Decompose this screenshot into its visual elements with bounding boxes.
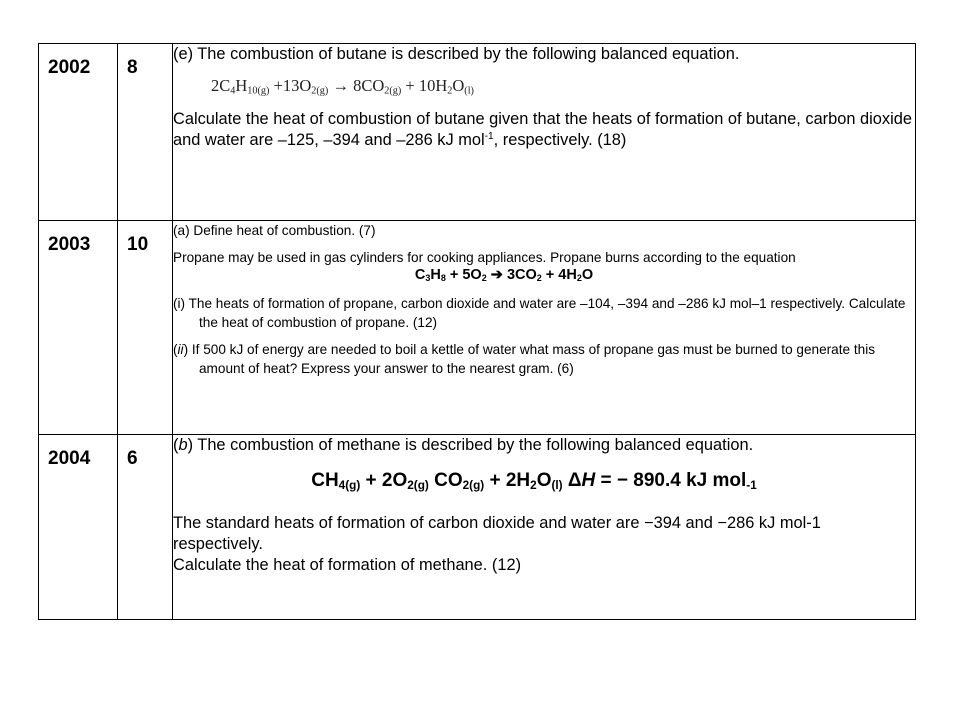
question-part-ii: (ii) If 500 kJ of energy are needed to boil a kettle of water what mass of propane gas must be burned to generate this amount of heat? Express your answer to the nearest gram. (6) [173, 342, 876, 376]
propane-equation: $C_3H_8 + 5O_2$ ➔ $3CO_2 + 4H_2O$ [414, 267, 594, 284]
table-row-2002 [39, 44, 916, 221]
question-number-cell [118, 435, 173, 620]
year-cell [39, 435, 118, 620]
year-cell [39, 44, 118, 221]
year-cell [39, 221, 118, 435]
question-text-cell [173, 44, 916, 221]
year-label: 2002 [48, 57, 91, 78]
year-label: 2004 [48, 448, 91, 469]
question-part-a: (a) Define heat of combustion. (7) [173, 223, 376, 238]
question-intro: (b) The combustion of methane is described by the following balanced equation. [173, 436, 754, 454]
table-row-2004 [39, 435, 916, 620]
question-task: Calculate the heat of formation of methane. (12) [173, 556, 522, 574]
question-part-i: (i) The heats of formation of propane, carbon dioxide and water are –104, –394 and –286 kJ mol–1 respectively. Calculate the heat of combustion of propane. (12) [173, 296, 906, 330]
question-body: Calculate the heat of combustion of butane given that the heats of formation of butane, carbon dioxide and water are –125, –394 and –286 kJ mol$^{-1}$, respectively. (18) [173, 110, 912, 149]
year-label: 2003 [48, 234, 91, 255]
question-number-cell [118, 221, 173, 435]
question-number-cell [118, 44, 173, 221]
question-text-cell [173, 221, 916, 435]
question-intro: (e) The combustion of butane is described by the following balanced equation. [173, 45, 740, 63]
question-text-cell [173, 435, 916, 620]
methane-equation: $CH_{4(g)} + 2O_{2(g)}$ $CO_{2(g)} + 2H_2O_{(l)}$ ΔH = − 890.4 kJ mol$_{-1}$ [311, 470, 757, 492]
question-number: 6 [127, 448, 138, 469]
table-row-2003 [39, 221, 916, 435]
question-intro: Propane may be used in gas cylinders for cooking appliances. Propane burns according to the equation [173, 250, 796, 265]
question-body: The standard heats of formation of carbon dioxide and water are −394 and −286 kJ mol-1 respectively. [173, 514, 821, 553]
question-number: 10 [127, 234, 149, 255]
questions-table [38, 43, 916, 620]
butane-equation: $2C_4H_{10(g)} +13O_{2(g)} \to 8CO_{2(g)} + 10H_2O_{(l)}$ [211, 76, 474, 97]
question-number: 8 [127, 57, 138, 78]
